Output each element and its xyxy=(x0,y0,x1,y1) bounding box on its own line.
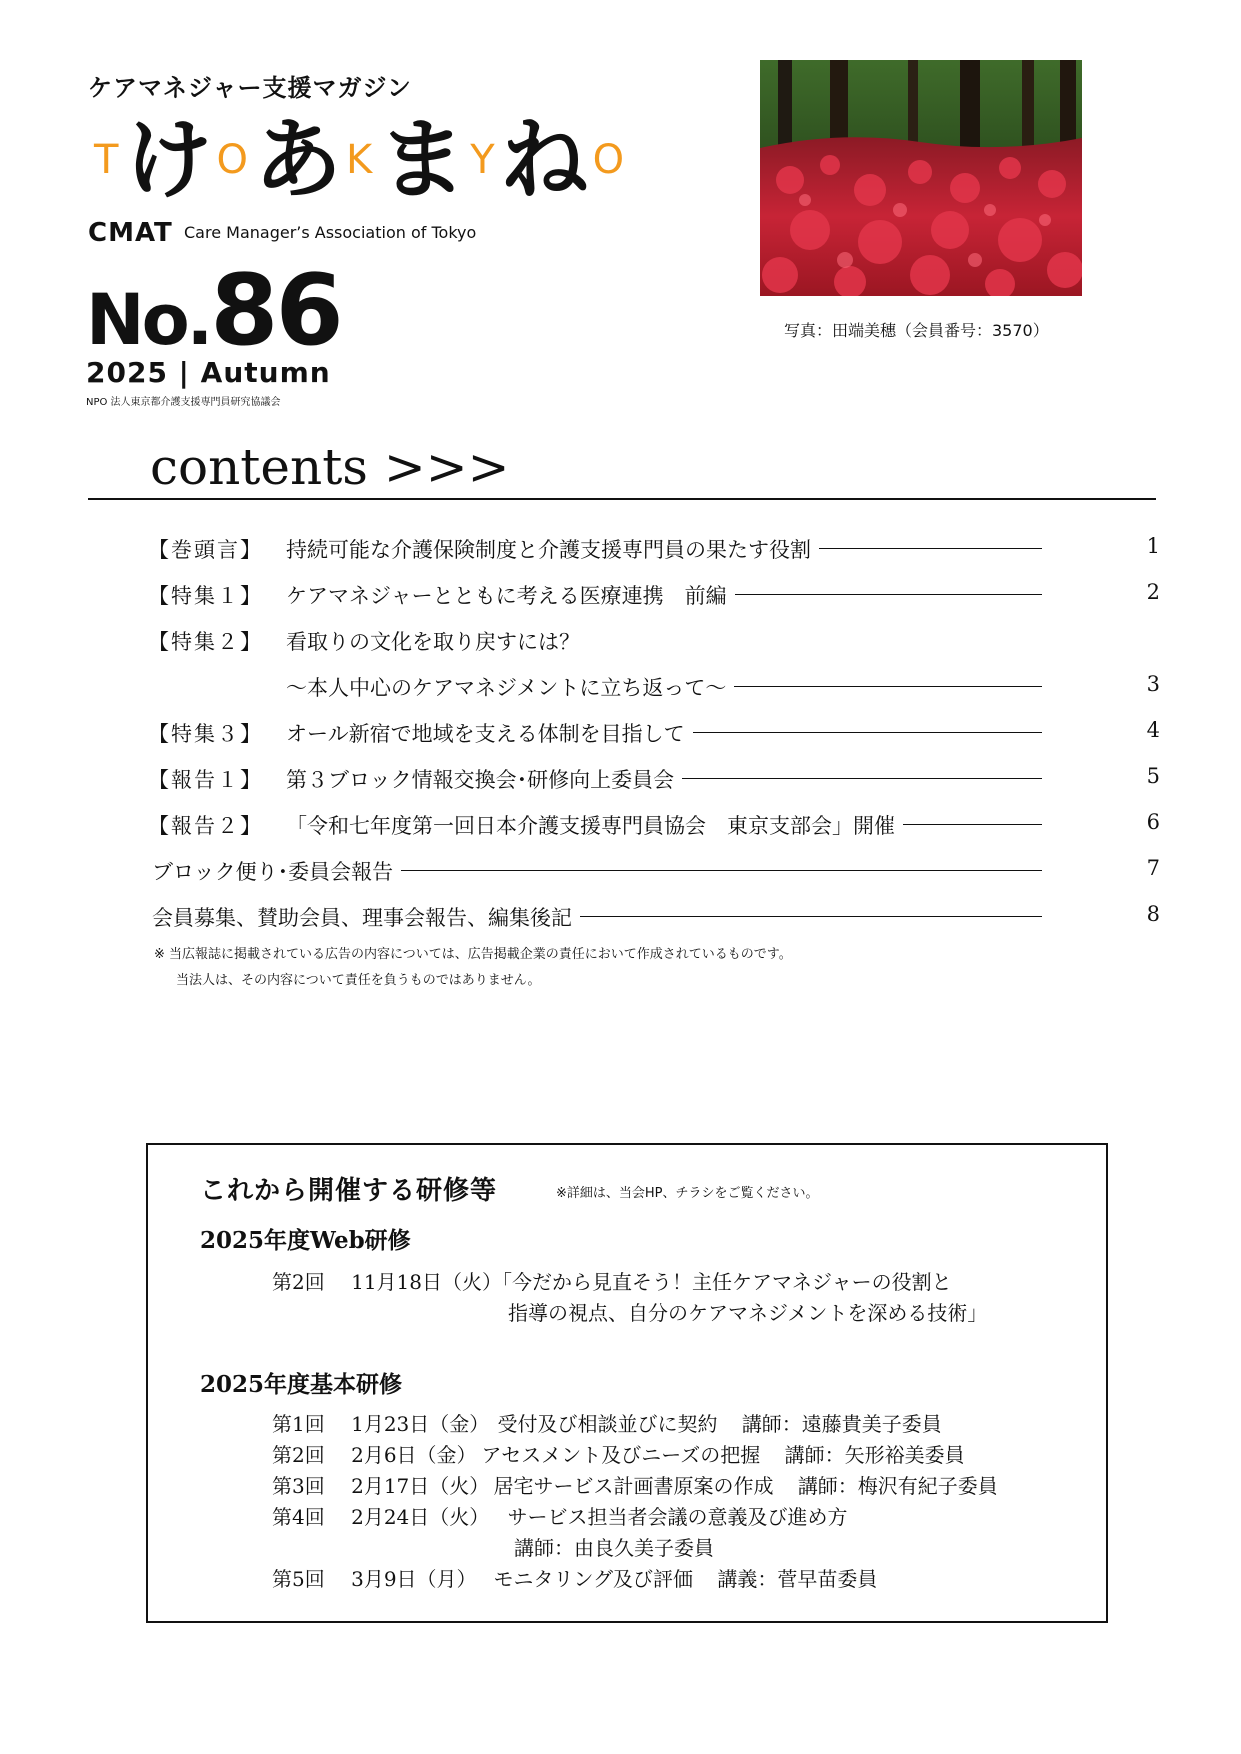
session-number: 第5回 xyxy=(272,1567,325,1591)
session-date: 2月6日（金） xyxy=(351,1443,477,1467)
session-topic: 受付及び相談並びに契約 xyxy=(497,1412,718,1436)
org-abbreviation: CMAT xyxy=(88,218,173,248)
toc-page: 3 xyxy=(1146,672,1160,696)
magazine-subtitle: ケアマネジャー支援マガジン xyxy=(88,74,412,102)
logo-letter-y: Y xyxy=(470,137,495,183)
toc-title: ブロック便り･委員会報告 xyxy=(152,856,401,886)
session-date: 3月9日（月） xyxy=(351,1567,477,1591)
toc-page: 7 xyxy=(1146,856,1160,880)
toc-page: 1 xyxy=(1146,534,1160,558)
training-box-note: ※詳細は、当会HP、チラシをご覧ください。 xyxy=(556,1186,819,1201)
toc-page: 2 xyxy=(1146,580,1160,604)
issue-season: 2025 | Autumn xyxy=(86,356,331,389)
logo-kana-ma: ま xyxy=(378,108,465,211)
issue-number-value: 86 xyxy=(210,254,341,368)
session-topic: アセスメント及びニーズの把握 xyxy=(481,1443,761,1467)
disclaimer-line: ※ 当広報誌に掲載されている広告の内容については、広告掲載企業の責任において作成されているものです。 xyxy=(154,947,792,962)
session-lecturer: 講義：菅早苗委員 xyxy=(717,1567,878,1591)
toc-title: 持続可能な介護保険制度と介護支援専門員の果たす役割 xyxy=(286,534,819,564)
photo-credit: 写真：田端美穗（会員番号：3570） xyxy=(784,321,1049,340)
toc-title: 会員募集、賛助会員、理事会報告、編集後記 xyxy=(152,902,580,932)
session-date: 1月23日（金） xyxy=(351,1412,490,1436)
logo-kana-ke: け xyxy=(124,108,211,211)
basic-training-session xyxy=(272,1439,965,1468)
logo-kana-a: あ xyxy=(253,108,340,211)
toc-title: 第３ブロック情報交換会･研修向上委員会 xyxy=(286,764,682,794)
session-date: 11月18日（火） xyxy=(351,1270,502,1294)
cover-photo-image xyxy=(760,60,1082,296)
magazine-logo xyxy=(88,108,630,211)
issue-prefix: No. xyxy=(86,279,211,361)
session-date: 2月17日（火） xyxy=(351,1474,490,1498)
advertisement-disclaimer xyxy=(154,942,792,994)
session-lecturer: 講師：遠藤貴美子委員 xyxy=(741,1412,942,1436)
toc-item[interactable] xyxy=(0,666,1241,702)
issue-number xyxy=(86,254,341,368)
basic-training-session xyxy=(272,1501,847,1530)
logo-kana-ne: ね xyxy=(500,108,587,211)
session-title: 「今だから見直そう！主任ケアマネジャーの役割と xyxy=(502,1270,952,1294)
disclaimer-line: 当法人は、その内容について責任を負うものではありません。 xyxy=(176,973,541,988)
toc-title: 看取りの文化を取り戻すには？ xyxy=(286,626,588,656)
toc-tag: 【巻頭言】 xyxy=(148,538,263,562)
toc-title: 〜本人中心のケアマネジメントに立ち返って〜 xyxy=(286,672,734,702)
web-training-heading: 2025年度Web研修 xyxy=(200,1227,411,1254)
cover-photo xyxy=(760,60,1082,296)
logo-letter-k: K xyxy=(345,137,373,183)
session-number: 第2回 xyxy=(272,1270,325,1294)
toc-tag: 【報告２】 xyxy=(148,814,263,838)
toc-item[interactable] xyxy=(0,574,1241,610)
toc-tag: 【特集１】 xyxy=(148,584,263,608)
basic-training-session xyxy=(272,1470,998,1499)
toc-tag: 【報告１】 xyxy=(148,768,263,792)
session-number: 第4回 xyxy=(272,1505,325,1529)
toc-page: 6 xyxy=(1146,810,1160,834)
toc-title: 「令和七年度第一回日本介護支援専門員協会 東京支部会」開催 xyxy=(286,810,903,840)
toc-item[interactable] xyxy=(0,712,1241,748)
training-box-title: これから開催する研修等 xyxy=(200,1176,498,1206)
basic-training-session xyxy=(272,1563,877,1592)
toc-tag: 【特集２】 xyxy=(148,630,263,654)
logo-letter-o: O xyxy=(216,137,248,183)
toc-tag: 【特集３】 xyxy=(148,722,263,746)
basic-training-heading: 2025年度基本研修 xyxy=(200,1371,403,1398)
session-topic: 居宅サービス計画書原案の作成 xyxy=(493,1474,774,1498)
toc-item[interactable] xyxy=(0,620,1241,656)
session-number: 第3回 xyxy=(272,1474,325,1498)
logo-letter-o2: O xyxy=(592,137,625,183)
session-lecturer: 講師：矢形裕美委員 xyxy=(784,1443,965,1467)
web-training-session xyxy=(272,1266,952,1295)
session-number: 第2回 xyxy=(272,1443,325,1467)
toc-page: 4 xyxy=(1146,718,1160,742)
toc-item[interactable] xyxy=(0,804,1241,840)
contents-heading: contents >>> xyxy=(150,438,510,496)
toc-title: オール新宿で地域を支える体制を目指して xyxy=(286,718,693,748)
session-lecturer: 講師：由良久美子委員 xyxy=(514,1536,714,1560)
toc-title: ケアマネジャーとともに考える医療連携 前編 xyxy=(286,580,735,610)
logo-letter-t: T xyxy=(94,137,119,183)
contents-divider xyxy=(88,498,1156,500)
session-topic: モニタリング及び評価 xyxy=(493,1567,694,1591)
toc-item[interactable] xyxy=(0,758,1241,794)
publisher-name: NPO 法人東京都介護支援専門員研究協議会 xyxy=(86,397,281,408)
session-number: 第1回 xyxy=(272,1412,325,1436)
session-date: 2月24日（火） xyxy=(351,1505,490,1529)
toc-item[interactable] xyxy=(0,528,1241,564)
web-training-title-cont: 指導の視点、自分のケアマネジメントを深める技術」 xyxy=(508,1301,988,1325)
session-topic: サービス担当者会議の意義及び進め方 xyxy=(507,1505,848,1529)
toc-item[interactable] xyxy=(0,896,1241,932)
org-full-name: Care Manager’s Association of Tokyo xyxy=(184,223,477,242)
basic-training-session xyxy=(272,1408,942,1437)
toc-item[interactable] xyxy=(0,850,1241,886)
toc-page: 5 xyxy=(1146,764,1160,788)
toc-page: 8 xyxy=(1146,902,1160,926)
session-lecturer: 講師：梅沢有紀子委員 xyxy=(797,1474,998,1498)
